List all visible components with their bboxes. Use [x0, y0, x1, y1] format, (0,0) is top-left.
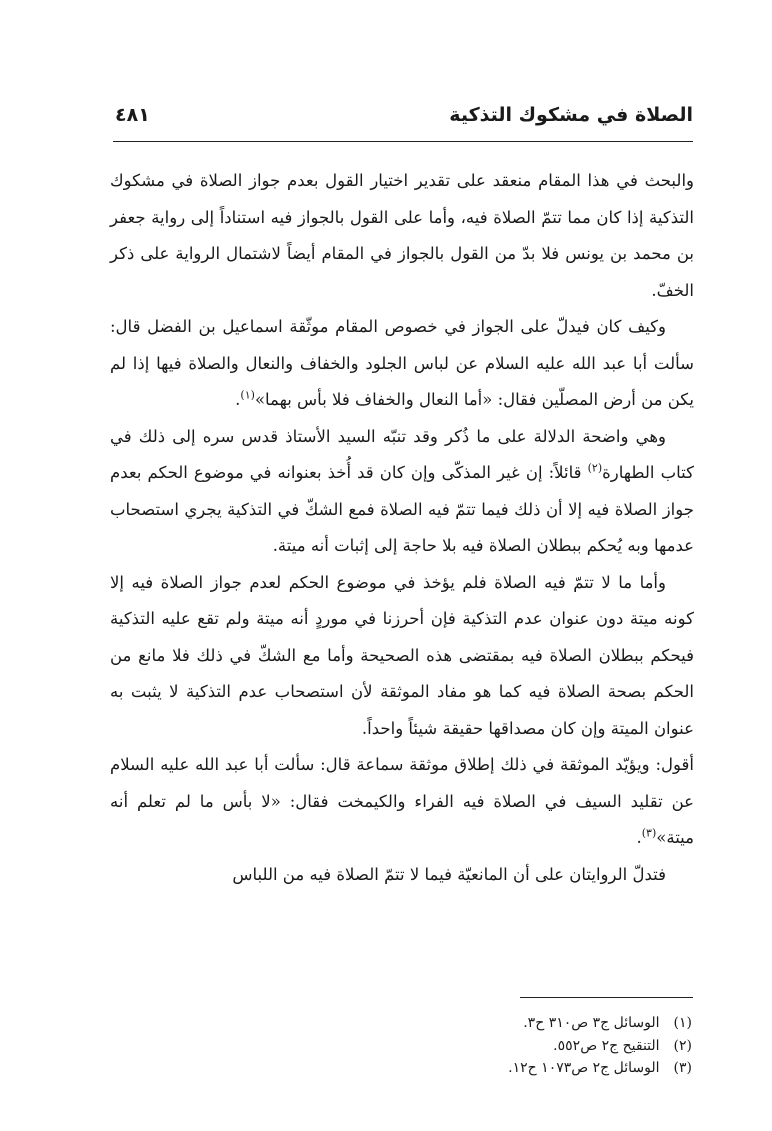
footnote-text: الوسائل ج٢ ص١٠٧٣ ح١٢. [508, 1060, 660, 1076]
main-text [110, 163, 694, 893]
running-title: الصلاة في مشكوك التذكية [449, 104, 693, 126]
paragraph-3: وهي واضحة الدلالة على ما ذُكر وقد تنبّه السيد الأستاذ قدس سره إلى ذلك في كتاب الطهارة$^{(٢)}$ قائلاً: إن غير المذكّى وإن كان قد أُخذ بعنوانه في موضوع الحكم بعدم جواز الصلاة فيه إلا أن ذلك فيما تتمّ فيه الصلاة فمع الشكّ في التذكية يجري استصحاب عدمها وبه يُحكم ببطلان الصلاة فيه بلا حاجة إلى إثبات أنه ميتة. [110, 426, 694, 555]
footnote-text: التنقيح ج٢ ص٥٥٢. [553, 1037, 660, 1054]
paragraph-1: والبحث في هذا المقام منعقد على تقدير اختيار القول بعدم جواز الصلاة في مشكوك التذكية إذا كان مما تتمّ الصلاة فيه، وأما على القول بالجواز فيه استناداً إلى رواية جعفر بن محمد بن يونس فلا بدّ من القول بالجواز في المقام أيضاً لاشتمال الرواية على ذكر الخفّ. [110, 171, 694, 300]
page-number: ٤٨١ [115, 104, 150, 126]
footnotes [300, 1012, 692, 1080]
footnote-number: (١) [673, 1015, 692, 1031]
footnote-text: الوسائل ج٣ ص٣١٠ ح٣. [523, 1015, 660, 1031]
footnote-divider [520, 997, 693, 998]
header-divider [113, 141, 693, 142]
footnote-number: (٣) [673, 1060, 692, 1076]
footnote-marker-1: (١) [240, 388, 255, 402]
paragraph-4: وأما ما لا تتمّ فيه الصلاة فلم يؤخذ في موضوع الحكم لعدم جواز الصلاة فيه إلا كونه ميتة دون عنوان عدم التذكية فإن أحرزنا في موردٍ أنه ميتة ولم تقع عليه التذكية فيحكم ببطلان الصلاة فيه بمقتضى هذه الصحيحة وأما مع الشكّ في ذلك فلا مانع من الحكم بصحة الصلاة فيه كما هو مفاد الموثقة لأن استصحاب عدم التذكية لا يثبت به عنوان الميتة وإن كان مصداقها حقيقة شيئاً واحداً. [110, 572, 694, 738]
footnote-item [300, 1012, 692, 1035]
footnote-marker-3: (٣) [641, 826, 657, 840]
paragraph-5: أقول: ويؤيّد الموثقة في ذلك إطلاق موثقة سماعة قال: سألت أبا عبد الله عليه السلام عن تقليد السيف في الصلاة فيه الفراء والكيمخت فقال: «لا بأس ما لم تعلم أنه ميتة»$^{(٣)}$. [110, 755, 694, 847]
footnote-marker-2: (٢) [587, 461, 603, 475]
footnote-item [300, 1035, 692, 1058]
footnote-number: (٢) [673, 1037, 692, 1054]
paragraph-2: وكيف كان فيدلّ على الجواز في خصوص المقام موثّقة اسماعيل بن الفضل قال: سألت أبا عبد الله عليه السلام عن لباس الجلود والخفاف والنعال والصلاة فيها إذا لم يكن من أرض المصلّين فقال: «أما النعال والخفاف فلا بأس بهما»$^{(١)}$. [110, 317, 694, 409]
page-header [113, 100, 693, 134]
footnote-item [300, 1057, 692, 1080]
paragraph-6: فتدلّ الروايتان على أن المانعيّة فيما لا تتمّ الصلاة فيه من اللباس [232, 864, 666, 884]
